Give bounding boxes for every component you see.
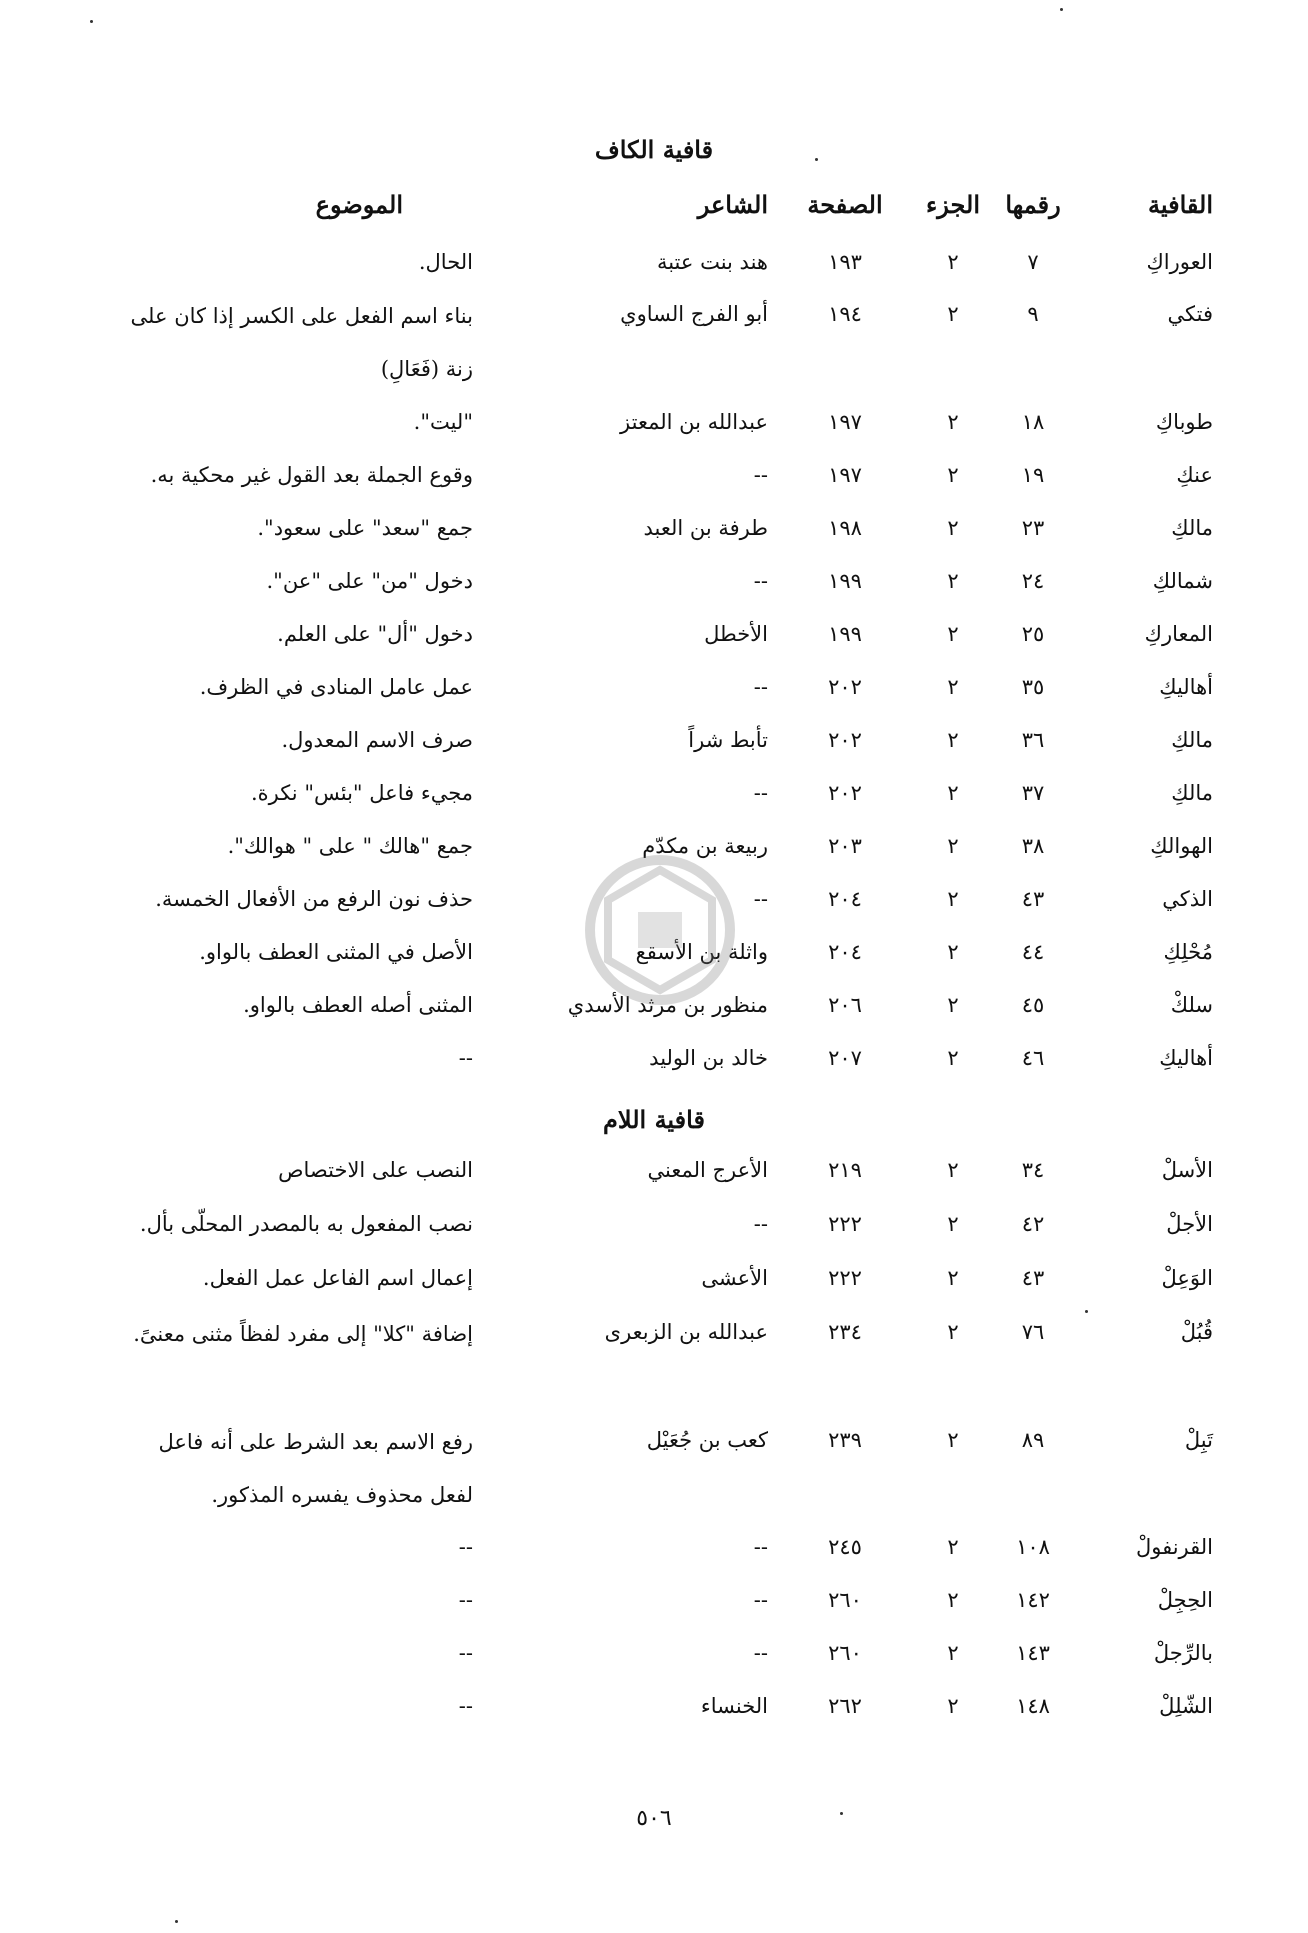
cell-part: ٢ xyxy=(947,781,959,805)
cell-part: ٢ xyxy=(947,1266,959,1290)
cell-page: ٢٠٤ xyxy=(828,940,862,964)
cell-page: ٢٦٠ xyxy=(828,1641,862,1665)
cell-rhyme: القرنفولْ xyxy=(1135,1535,1213,1559)
cell-topic: إضافة "كلا" إلى مفرد لفظاً مثنى معنىً. xyxy=(133,1322,473,1346)
table-row xyxy=(0,1535,1308,1575)
cell-topic: جمع "سعد" على سعود". xyxy=(257,516,473,540)
cell-number: ٣٤ xyxy=(1021,1158,1045,1182)
cell-topic: وقوع الجملة بعد القول غير محكية به. xyxy=(150,463,473,487)
table-row xyxy=(0,622,1308,662)
cell-poet: -- xyxy=(753,1588,768,1612)
cell-part: ٢ xyxy=(947,675,959,699)
cell-rhyme: الأسلْ xyxy=(1161,1158,1213,1182)
header-rhyme: القافية xyxy=(1147,190,1213,219)
cell-number: ١٤٢ xyxy=(1016,1588,1050,1612)
cell-rhyme: سلكْ xyxy=(1170,993,1213,1017)
cell-topic: رفع الاسم بعد الشرط على أنه فاعل لفعل محذوف يفسره المذكور. xyxy=(158,1430,473,1507)
cell-rhyme: الشّلِلْ xyxy=(1159,1694,1213,1718)
cell-topic: مجيء فاعل "بئس" نكرة. xyxy=(250,781,473,805)
table-row xyxy=(0,516,1308,556)
cell-poet: الأخطل xyxy=(704,622,768,646)
cell-page: ٢٢٢ xyxy=(828,1212,862,1236)
cell-rhyme: الأجلْ xyxy=(1166,1212,1213,1236)
cell-page: ٢٣٤ xyxy=(828,1320,862,1344)
cell-page: ١٩٩ xyxy=(828,569,862,593)
cell-topic: دخول "أل" على العلم. xyxy=(277,622,473,646)
cell-number: ١٩ xyxy=(1021,463,1045,487)
cell-topic: "ليت". xyxy=(413,410,473,434)
cell-rhyme: شمالكِ xyxy=(1152,569,1213,593)
header-part: الجزء xyxy=(926,190,980,219)
cell-part: ٢ xyxy=(947,250,959,274)
cell-number: ٩ xyxy=(1027,302,1039,326)
cell-poet: الأعرج المعني xyxy=(647,1158,768,1182)
table-row xyxy=(0,1046,1308,1086)
section-title-lam: قافية اللام xyxy=(603,1105,705,1134)
table-row xyxy=(0,302,1308,381)
table-row xyxy=(0,250,1308,290)
cell-part: ٢ xyxy=(947,622,959,646)
cell-page: ١٩٤ xyxy=(828,302,862,326)
cell-poet: -- xyxy=(753,463,768,487)
cell-number: ٢٥ xyxy=(1021,622,1045,646)
table-row xyxy=(0,1428,1308,1507)
cell-part: ٢ xyxy=(947,410,959,434)
cell-poet: عبدالله بن المعتز xyxy=(620,410,768,434)
cell-rhyme: مالكِ xyxy=(1171,516,1213,540)
cell-poet: الخنساء xyxy=(700,1694,768,1718)
cell-rhyme: طوباكِ xyxy=(1155,410,1213,434)
cell-number: ١٨ xyxy=(1021,410,1045,434)
cell-poet: -- xyxy=(753,569,768,593)
cell-number: ٤٤ xyxy=(1021,940,1045,964)
cell-number: ٨٩ xyxy=(1021,1428,1045,1452)
cell-rhyme: مالكِ xyxy=(1171,781,1213,805)
cell-topic: بناء اسم الفعل على الكسر إذا كان على زنة (فَعَالِ) xyxy=(130,304,473,381)
cell-poet: -- xyxy=(753,1212,768,1236)
cell-part: ٢ xyxy=(947,1641,959,1665)
cell-rhyme: مالكِ xyxy=(1171,728,1213,752)
cell-topic: الأصل في المثنى العطف بالواو. xyxy=(199,940,473,964)
cell-number: ٧ xyxy=(1027,250,1039,274)
cell-part: ٢ xyxy=(947,463,959,487)
table-row xyxy=(0,1641,1308,1681)
cell-poet: -- xyxy=(753,781,768,805)
cell-number: ٤٣ xyxy=(1021,1266,1045,1290)
cell-rhyme: عنكِ xyxy=(1176,463,1213,487)
cell-poet: أبو الفرج الساوي xyxy=(620,302,768,326)
table-row xyxy=(0,463,1308,503)
cell-poet: ربيعة بن مكدّم xyxy=(642,834,768,858)
header-number: رقمها xyxy=(1005,190,1061,219)
cell-number: ٢٤ xyxy=(1021,569,1045,593)
table-row xyxy=(0,1158,1308,1198)
cell-poet: تأبط شراً xyxy=(688,728,768,752)
cell-page: ٢٠٦ xyxy=(828,993,862,1017)
cell-poet: -- xyxy=(753,887,768,911)
cell-rhyme: الهوالكِ xyxy=(1150,834,1213,858)
cell-page: ٢٦٢ xyxy=(828,1694,862,1718)
cell-part: ٢ xyxy=(947,993,959,1017)
cell-part: ٢ xyxy=(947,302,959,326)
cell-page: ٢٠٢ xyxy=(828,728,862,752)
cell-poet: منظور بن مرثد الأسدي xyxy=(567,993,768,1017)
cell-rhyme: مُحْلِكِ xyxy=(1163,940,1213,964)
table-row xyxy=(0,569,1308,609)
cell-topic: حذف نون الرفع من الأفعال الخمسة. xyxy=(155,887,473,911)
table-row xyxy=(0,1320,1308,1360)
cell-number: ٤٣ xyxy=(1021,887,1045,911)
cell-page: ١٩٩ xyxy=(828,622,862,646)
cell-topic: -- xyxy=(458,1588,473,1612)
cell-part: ٢ xyxy=(947,728,959,752)
cell-poet: طرفة بن العبد xyxy=(643,516,768,540)
cell-topic: إعمال اسم الفاعل عمل الفعل. xyxy=(202,1266,473,1290)
cell-topic: -- xyxy=(458,1694,473,1718)
table-row xyxy=(0,410,1308,450)
scan-speck xyxy=(175,1920,178,1923)
cell-topic: دخول "من" على "عن". xyxy=(266,569,473,593)
cell-part: ٢ xyxy=(947,834,959,858)
cell-topic: المثنى أصله العطف بالواو. xyxy=(243,993,473,1017)
cell-page: ٢٠٤ xyxy=(828,887,862,911)
cell-rhyme: الذكي xyxy=(1162,887,1213,911)
cell-rhyme: المعاركِ xyxy=(1144,622,1213,646)
cell-part: ٢ xyxy=(947,1212,959,1236)
cell-part: ٢ xyxy=(947,1694,959,1718)
cell-number: ٤٦ xyxy=(1021,1046,1045,1070)
cell-poet: -- xyxy=(753,1641,768,1665)
page-number: ٥٠٦ xyxy=(636,1806,672,1831)
cell-topic: -- xyxy=(458,1046,473,1070)
cell-number: ٣٦ xyxy=(1021,728,1045,752)
cell-part: ٢ xyxy=(947,1046,959,1070)
cell-page: ٢٠٣ xyxy=(828,834,862,858)
cell-poet: -- xyxy=(753,1535,768,1559)
cell-page: ٢٠٢ xyxy=(828,781,862,805)
table-row xyxy=(0,728,1308,768)
cell-part: ٢ xyxy=(947,1428,959,1452)
cell-rhyme: تَبِلْ xyxy=(1184,1428,1213,1452)
cell-page: ٢٠٢ xyxy=(828,675,862,699)
cell-poet: -- xyxy=(753,675,768,699)
cell-topic: -- xyxy=(458,1641,473,1665)
table-row xyxy=(0,1588,1308,1628)
cell-number: ١٤٨ xyxy=(1016,1694,1050,1718)
cell-number: ١٤٣ xyxy=(1016,1641,1050,1665)
cell-number: ٣٨ xyxy=(1021,834,1045,858)
cell-page: ٢٣٩ xyxy=(828,1428,862,1452)
cell-poet: كعب بن جُعَيْل xyxy=(646,1428,768,1452)
cell-rhyme: فتكي xyxy=(1167,302,1213,326)
scan-speck xyxy=(815,158,818,161)
cell-page: ١٩٧ xyxy=(828,463,862,487)
cell-number: ٢٣ xyxy=(1021,516,1045,540)
cell-poet: واثلة بن الأسقع xyxy=(635,940,768,964)
cell-page: ٢١٩ xyxy=(828,1158,862,1182)
cell-rhyme: أهاليكِ xyxy=(1159,1046,1213,1070)
table-header xyxy=(0,190,1308,230)
cell-poet: هند بنت عتبة xyxy=(656,250,768,274)
cell-part: ٢ xyxy=(947,1588,959,1612)
table-row xyxy=(0,1266,1308,1306)
cell-number: ٣٧ xyxy=(1021,781,1045,805)
table-row xyxy=(0,781,1308,821)
cell-part: ٢ xyxy=(947,1320,959,1344)
header-poet: الشاعر xyxy=(697,190,768,219)
cell-number: ٧٦ xyxy=(1021,1320,1045,1344)
cell-topic: نصب المفعول به بالمصدر المحلّى بأل. xyxy=(139,1212,473,1236)
cell-rhyme: الوَعِلْ xyxy=(1161,1266,1213,1290)
cell-page: ٢٠٧ xyxy=(828,1046,862,1070)
cell-rhyme: بالرِّجلْ xyxy=(1153,1641,1213,1665)
cell-page: ١٩٧ xyxy=(828,410,862,434)
cell-topic: عمل عامل المنادى في الظرف. xyxy=(199,675,473,699)
scan-speck xyxy=(1085,1310,1088,1313)
cell-rhyme: العوراكِ xyxy=(1146,250,1213,274)
cell-page: ٢٤٥ xyxy=(828,1535,862,1559)
cell-rhyme: أهاليكِ xyxy=(1159,675,1213,699)
scan-speck xyxy=(90,20,93,23)
cell-rhyme: الحِجِلْ xyxy=(1157,1588,1213,1612)
cell-page: ١٩٨ xyxy=(828,516,862,540)
cell-poet: خالد بن الوليد xyxy=(649,1046,768,1070)
cell-page: ٢٢٢ xyxy=(828,1266,862,1290)
scan-speck xyxy=(1060,8,1063,11)
cell-part: ٢ xyxy=(947,1158,959,1182)
table-row xyxy=(0,1694,1308,1734)
cell-part: ٢ xyxy=(947,1535,959,1559)
header-topic: الموضوع xyxy=(315,190,403,219)
table-row xyxy=(0,675,1308,715)
cell-part: ٢ xyxy=(947,940,959,964)
cell-number: ٤٥ xyxy=(1021,993,1045,1017)
cell-part: ٢ xyxy=(947,887,959,911)
cell-topic: الحال. xyxy=(418,250,473,274)
cell-topic: جمع "هالك " على " هوالك". xyxy=(227,834,473,858)
section-title-kaf: قافية الكاف xyxy=(594,135,714,164)
cell-poet: عبدالله بن الزبعرى xyxy=(604,1320,768,1344)
header-page: الصفحة xyxy=(807,190,883,219)
table-row xyxy=(0,1212,1308,1252)
cell-page: ٢٦٠ xyxy=(828,1588,862,1612)
cell-part: ٢ xyxy=(947,569,959,593)
cell-rhyme: قُبُلْ xyxy=(1180,1320,1213,1344)
watermark-stamp-icon xyxy=(560,830,760,1030)
scan-speck xyxy=(840,1812,843,1815)
cell-number: ٣٥ xyxy=(1021,675,1045,699)
cell-topic: النصب على الاختصاص xyxy=(278,1158,473,1182)
cell-page: ١٩٣ xyxy=(828,250,862,274)
cell-topic: صرف الاسم المعدول. xyxy=(281,728,473,752)
cell-topic: -- xyxy=(458,1535,473,1559)
cell-poet: الأعشى xyxy=(701,1266,768,1290)
cell-number: ١٠٨ xyxy=(1016,1535,1050,1559)
cell-part: ٢ xyxy=(947,516,959,540)
cell-number: ٤٢ xyxy=(1021,1212,1045,1236)
